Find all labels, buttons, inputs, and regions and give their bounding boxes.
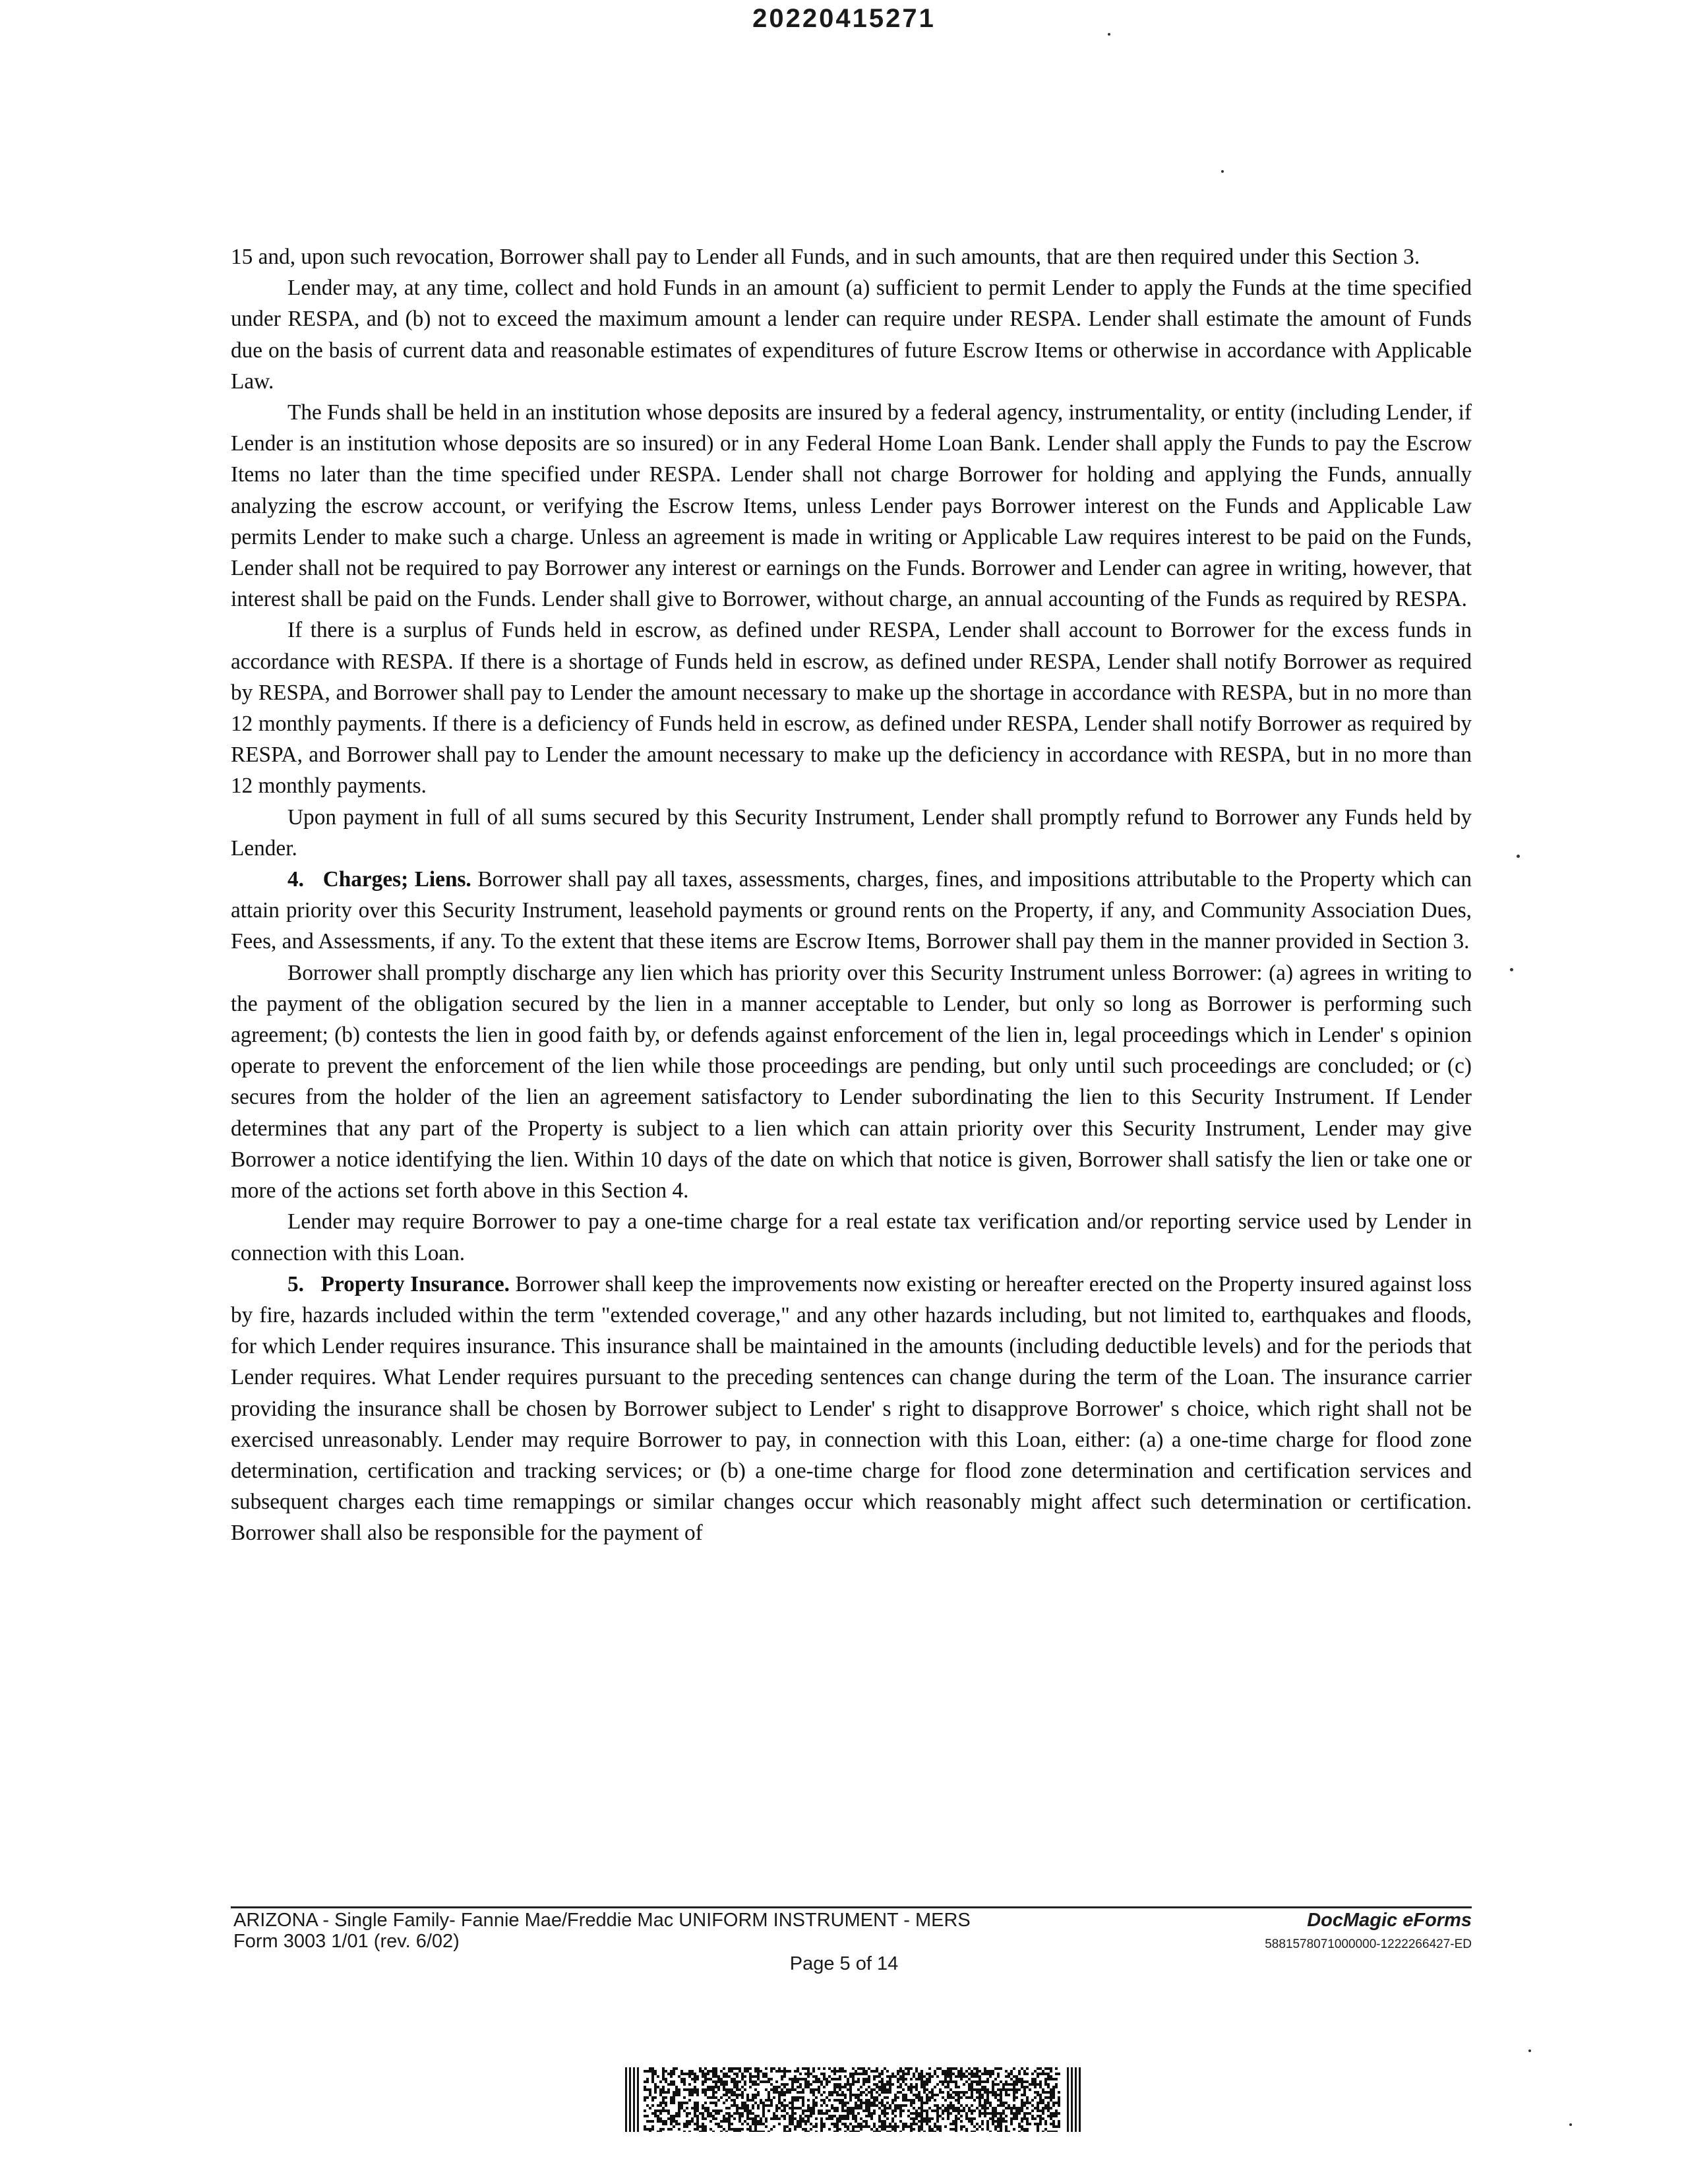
section-5-paragraph [231,1269,1472,1549]
page-number: Page 5 of 14 [789,1953,899,1974]
barcode-icon [625,2067,1081,2132]
paragraph: If there is a surplus of Funds held in escrow, as defined under RESPA, Lender shall account to Borrower for the excess funds in accordance with RESPA. If there is a shortage of Funds held in escrow, as defined under RESPA, Lender shall notify Borrower as required by RESPA, and Borrower shall pay to Lender the amount necessary to make up the shortage in accordance with RESPA, but in no more than 12 monthly payments. If there is a deficiency of Funds held in escrow, as defined under RESPA, Lender shall notify Borrower as required by RESPA, and Borrower shall pay to Lender the amount necessary to make up the deficiency in accordance with RESPA, but in no more than 12 monthly payments. [231,618,1472,799]
paragraph: Lender may, at any time, collect and hold Funds in an amount (a) sufficient to permit Lender to apply the Funds at the time specified under RESPA, and (b) not to exceed the maximum amount a lender can require under RESPA. Lender shall estimate the amount of Funds due on the basis of current data and reasonable estimates of expenditures of future Escrow Items or otherwise in accordance with Applicable Law. [231,276,1472,394]
document-body [231,241,1472,1549]
section-text: Borrower shall keep the improvements now existing or hereafter erected on the Property insured against loss by fire, hazards included within the term "extended coverage," and any other hazards including, but not limited to, earthquakes and floods, for which Lender requires insurance. This insurance shall be maintained in the amounts (including deductible levels) and for the periods that Lender requires. What Lender requires pursuant to the preceding sentences can change during the term of the Loan. The insurance carrier providing the insurance shall be chosen by Borrower subject to Lender' s right to disapprove Borrower' s choice, which right shall not be exercised unreasonably. Lender may require Borrower to pay, in connection with this Loan, either: (a) a one-time charge for flood zone determination, certification and tracking services; or (b) a one-time charge for flood zone determination and certification services and subsequent charges each time remappings or similar changes occur which reasonably might affect such determination or certification. Borrower shall also be responsible for the payment of [231,1271,1472,1546]
section-number: 5. [287,1271,304,1296]
footer-form-info [233,1910,971,1952]
paragraph: Upon payment in full of all sums secured by this Security Instrument, Lender shall promptly refund to Borrower any Funds held by Lender. [231,804,1472,861]
form-number: Form 3003 1/01 (rev. 6/02) [233,1931,460,1952]
brand-logo: DocMagic eForms [1307,1910,1472,1931]
section-4-paragraph [231,864,1472,957]
paragraph: 15 and, upon such revocation, Borrower shall pay to Lender all Funds, and in such amounts, that are then required under this Section 3. [231,245,1420,269]
document-number: 20220415271 [752,4,936,33]
scan-speck [1510,968,1513,971]
scan-speck [1517,855,1520,858]
scan-speck [1108,33,1110,36]
paragraph: The Funds shall be held in an institution whose deposits are insured by a federal agency, instrumentality, or entity (including Lender, if Lender is an institution whose deposits are so insured) or in any Federal Home Loan Bank. Lender shall apply the Funds to pay the Escrow Items no later than the time specified under RESPA. Lender shall not charge Borrower for holding and applying the Funds, annually analyzing the escrow account, or verifying the Escrow Items, unless Lender pays Borrower interest on the Funds and Applicable Law permits Lender to make such a charge. Unless an agreement is made in writing or Applicable Law requires interest to be paid on the Funds, Lender shall not be required to pay Borrower any interest or earnings on the Funds. Borrower and Lender can agree in writing, however, that interest shall be paid on the Funds. Lender shall give to Borrower, without charge, an annual accounting of the Funds as required by RESPA. [231,400,1472,612]
scan-speck [1221,170,1224,173]
scan-speck [1528,2049,1531,2052]
document-code: 5881578071000000-1222266427-ED [1265,1937,1472,1951]
section-text: Borrower shall pay all taxes, assessments, charges, fines, and impositions attributable to the Property which can attain priority over this Security Instrument, leasehold payments or ground rents on the Property, if any, and Community Association Dues, Fees, and Assessments, if any. To the extent that these items are Escrow Items, Borrower shall pay them in the manner provided in Section 3. [231,867,1472,954]
scan-speck [1569,2123,1572,2126]
paragraph: Lender may require Borrower to pay a one-time charge for a real estate tax verification and/or reporting service used by Lender in connection with this Loan. [231,1209,1472,1265]
paragraph: Borrower shall promptly discharge any lien which has priority over this Security Instrument unless Borrower: (a) agrees in writing to the payment of the obligation secured by the lien in a manner acceptable to Lender, but only so long as Borrower is performing such agreement; (b) contests the lien in good faith by, or defends against enforcement of the lien in, legal proceedings which in Lender' s opinion operate to prevent the enforcement of the lien while those proceedings are pending, but only until such proceedings are concluded; or (c) secures from the holder of the lien an agreement satisfactory to Lender subordinating the lien to this Security Instrument. If Lender determines that any part of the Property is subject to a lien which can attain priority over this Security Instrument, Lender may give Borrower a notice identifying the lien. Within 10 days of the date on which that notice is given, Borrower shall satisfy the lien or take one or more of the actions set forth above in this Section 4. [231,960,1472,1203]
section-heading: Charges; Liens. [322,867,471,892]
form-title: ARIZONA - Single Family- Fannie Mae/Freddie Mac UNIFORM INSTRUMENT - MERS [233,1910,971,1931]
footer-divider [231,1906,1472,1908]
section-number: 4. [287,867,304,892]
section-heading: Property Insurance. [320,1271,510,1296]
